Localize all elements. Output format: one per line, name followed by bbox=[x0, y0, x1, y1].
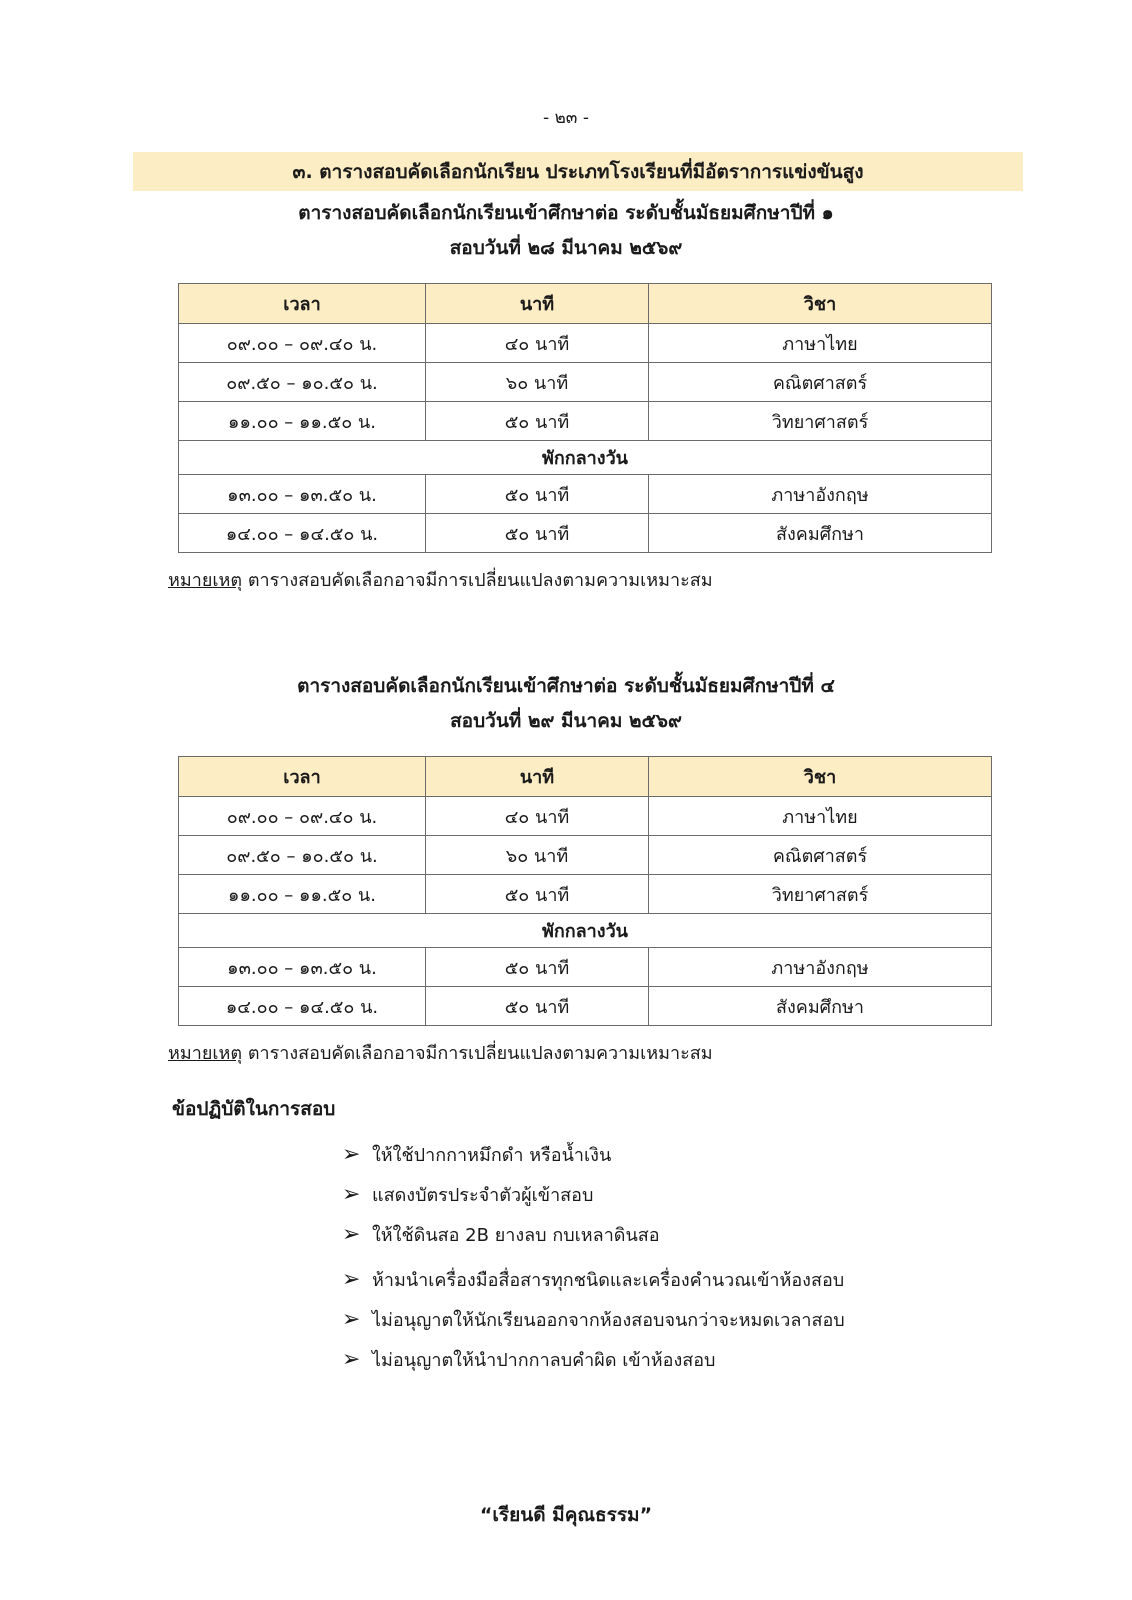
table-row bbox=[179, 324, 992, 363]
cell-subject: วิทยาศาสตร์ bbox=[649, 875, 992, 914]
list-item bbox=[342, 1140, 611, 1169]
list-item bbox=[342, 1180, 593, 1209]
table-row bbox=[179, 402, 992, 441]
rule-text: ไม่อนุญาตให้นักเรียนออกจากห้องสอบจนกว่าจะหมดเวลาสอบ bbox=[372, 1310, 845, 1331]
schedule2-date: สอบวันที่ ๒๙ มีนาคม ๒๕๖๙ bbox=[450, 710, 682, 732]
table-row bbox=[179, 948, 992, 987]
cell-time: ๑๔.๐๐ – ๑๔.๕๐ น. bbox=[179, 514, 426, 553]
school-motto: “เรียนดี มีคุณธรรม” bbox=[479, 1504, 653, 1526]
rule-text: ไม่อนุญาตให้นำปากกาลบคำผิด เข้าห้องสอบ bbox=[372, 1350, 716, 1371]
break-label: พักกลางวัน bbox=[179, 441, 992, 475]
schedule1-table bbox=[178, 283, 992, 553]
table-row bbox=[179, 797, 992, 836]
header-minutes: นาที bbox=[426, 757, 649, 797]
note-label: หมายเหตุ bbox=[168, 1043, 243, 1064]
cell-minutes: ๔๐ นาที bbox=[426, 324, 649, 363]
arrow-bullet-icon: ➢ bbox=[342, 1222, 361, 1247]
cell-minutes: ๖๐ นาที bbox=[426, 836, 649, 875]
cell-minutes: ๖๐ นาที bbox=[426, 363, 649, 402]
section-title: ๓. ตารางสอบคัดเลือกนักเรียน ประเภทโรงเรียนที่มีอัตราการแข่งขันสูง bbox=[292, 160, 864, 183]
table-row bbox=[179, 475, 992, 514]
cell-minutes: ๕๐ นาที bbox=[426, 875, 649, 914]
rule-text: แสดงบัตรประจำตัวผู้เข้าสอบ bbox=[372, 1185, 594, 1206]
page-number: - ๒๓ - bbox=[543, 108, 589, 128]
header-time: เวลา bbox=[179, 284, 426, 324]
arrow-bullet-icon: ➢ bbox=[342, 1307, 361, 1332]
header-minutes: นาที bbox=[426, 284, 649, 324]
cell-minutes: ๕๐ นาที bbox=[426, 475, 649, 514]
list-item bbox=[342, 1220, 660, 1249]
rule-text: ให้ใช้ดินสอ 2B ยางลบ กบเหลาดินสอ bbox=[372, 1225, 660, 1246]
schedule2-table bbox=[178, 756, 992, 1026]
break-row bbox=[179, 441, 992, 475]
rule-text: ห้ามนำเครื่องมือสื่อสารทุกชนิดและเครื่องคำนวณเข้าห้องสอบ bbox=[372, 1270, 845, 1291]
table-header-row bbox=[179, 757, 992, 797]
header-time: เวลา bbox=[179, 757, 426, 797]
table-row bbox=[179, 363, 992, 402]
table-row bbox=[179, 836, 992, 875]
header-subject: วิชา bbox=[649, 757, 992, 797]
list-item bbox=[342, 1305, 845, 1334]
arrow-bullet-icon: ➢ bbox=[342, 1347, 361, 1372]
cell-minutes: ๕๐ นาที bbox=[426, 514, 649, 553]
cell-subject: ภาษาไทย bbox=[649, 324, 992, 363]
schedule1-title: ตารางสอบคัดเลือกนักเรียนเข้าศึกษาต่อ ระดับชั้นมัธยมศึกษาปีที่ ๑ bbox=[298, 202, 834, 224]
schedule2-title: ตารางสอบคัดเลือกนักเรียนเข้าศึกษาต่อ ระดับชั้นมัธยมศึกษาปีที่ ๔ bbox=[297, 675, 835, 697]
schedule1-date: สอบวันที่ ๒๘ มีนาคม ๒๕๖๙ bbox=[449, 237, 683, 259]
note-text: ตารางสอบคัดเลือกอาจมีการเปลี่ยนแปลงตามความเหมาะสม bbox=[242, 1043, 713, 1064]
cell-subject: วิทยาศาสตร์ bbox=[649, 402, 992, 441]
cell-subject: สังคมศึกษา bbox=[649, 514, 992, 553]
cell-time: ๐๙.๕๐ – ๑๐.๕๐ น. bbox=[179, 836, 426, 875]
cell-minutes: ๕๐ นาที bbox=[426, 987, 649, 1026]
cell-subject: ภาษาไทย bbox=[649, 797, 992, 836]
note-text: ตารางสอบคัดเลือกอาจมีการเปลี่ยนแปลงตามความเหมาะสม bbox=[242, 570, 713, 591]
arrow-bullet-icon: ➢ bbox=[342, 1142, 361, 1167]
table-header-row bbox=[179, 284, 992, 324]
arrow-bullet-icon: ➢ bbox=[342, 1267, 361, 1292]
cell-minutes: ๔๐ นาที bbox=[426, 797, 649, 836]
break-label: พักกลางวัน bbox=[179, 914, 992, 948]
cell-minutes: ๕๐ นาที bbox=[426, 402, 649, 441]
rules-title: ข้อปฏิบัติในการสอบ bbox=[172, 1098, 336, 1120]
list-item bbox=[342, 1265, 844, 1294]
cell-subject: คณิตศาสตร์ bbox=[649, 363, 992, 402]
list-item bbox=[342, 1345, 716, 1374]
cell-time: ๑๑.๐๐ – ๑๑.๕๐ น. bbox=[179, 875, 426, 914]
cell-time: ๐๙.๕๐ – ๑๐.๕๐ น. bbox=[179, 363, 426, 402]
cell-minutes: ๕๐ นาที bbox=[426, 948, 649, 987]
cell-time: ๑๓.๐๐ – ๑๓.๕๐ น. bbox=[179, 948, 426, 987]
rule-text: ให้ใช้ปากกาหมึกดำ หรือน้ำเงิน bbox=[372, 1145, 612, 1166]
cell-time: ๑๓.๐๐ – ๑๓.๕๐ น. bbox=[179, 475, 426, 514]
table-row bbox=[179, 875, 992, 914]
arrow-bullet-icon: ➢ bbox=[342, 1182, 361, 1207]
cell-subject: ภาษาอังกฤษ bbox=[649, 475, 992, 514]
section-title-banner bbox=[133, 152, 1023, 191]
schedule2-note bbox=[168, 1038, 713, 1067]
table-row bbox=[179, 987, 992, 1026]
break-row bbox=[179, 914, 992, 948]
note-label: หมายเหตุ bbox=[168, 570, 243, 591]
cell-subject: สังคมศึกษา bbox=[649, 987, 992, 1026]
cell-time: ๐๙.๐๐ – ๐๙.๔๐ น. bbox=[179, 324, 426, 363]
cell-time: ๑๑.๐๐ – ๑๑.๕๐ น. bbox=[179, 402, 426, 441]
cell-subject: คณิตศาสตร์ bbox=[649, 836, 992, 875]
cell-time: ๐๙.๐๐ – ๐๙.๔๐ น. bbox=[179, 797, 426, 836]
cell-time: ๑๔.๐๐ – ๑๔.๕๐ น. bbox=[179, 987, 426, 1026]
table-row bbox=[179, 514, 992, 553]
header-subject: วิชา bbox=[649, 284, 992, 324]
schedule1-note bbox=[168, 565, 713, 594]
cell-subject: ภาษาอังกฤษ bbox=[649, 948, 992, 987]
